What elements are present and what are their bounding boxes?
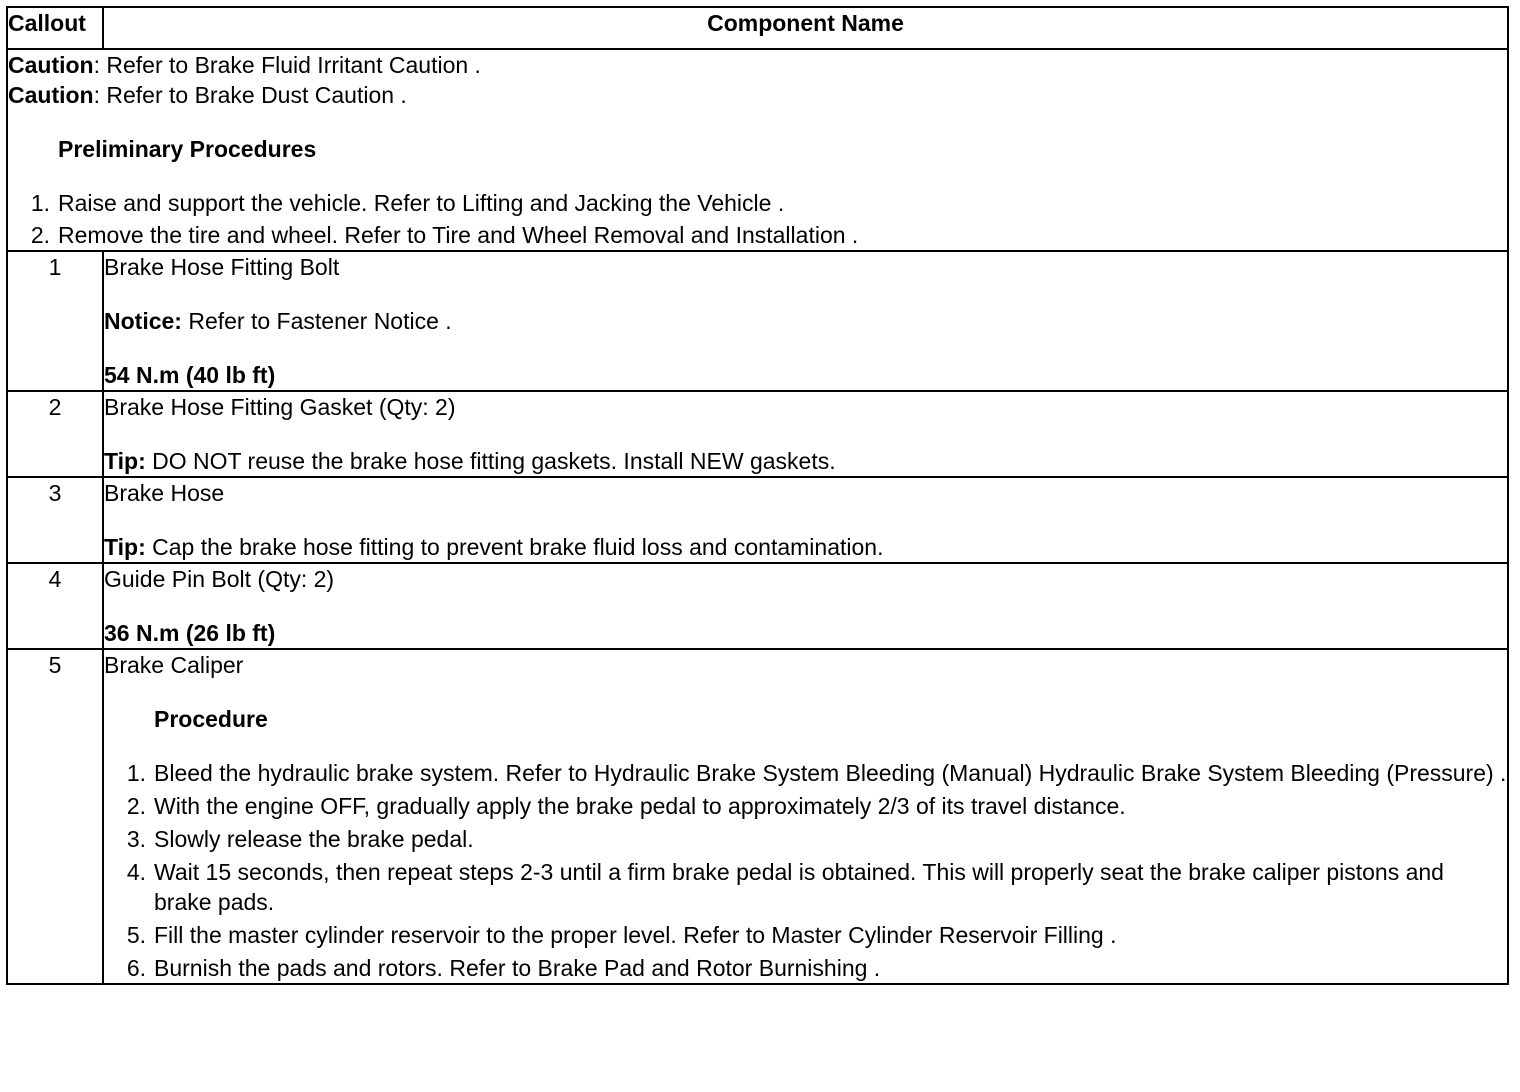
tip-text: Cap the brake hose fitting to prevent brake fluid loss and contamination.: [145, 534, 884, 560]
list-item: [104, 920, 1507, 950]
callout-number: 3: [7, 477, 103, 563]
tip-text: DO NOT reuse the brake hose fitting gaskets. Install NEW gaskets.: [145, 448, 836, 474]
list-item: [104, 758, 1507, 788]
list-item: [104, 791, 1507, 821]
callout-column-header: Callout: [7, 7, 103, 49]
spacer: [104, 282, 1507, 306]
list-item: [8, 188, 1507, 218]
table-row: [7, 477, 1508, 563]
step-text: With the engine OFF, gradually apply the brake pedal to approximately 2/3 of its travel distance.: [154, 793, 1126, 819]
tip-line: [104, 532, 1507, 562]
table-row: [7, 649, 1508, 984]
component-name: Guide Pin Bolt (Qty: 2): [104, 566, 335, 592]
step-number: 2.: [126, 793, 146, 819]
list-item: [104, 857, 1507, 917]
component-name-column-header: Component Name: [103, 7, 1508, 49]
component-name: Brake Caliper: [104, 652, 244, 678]
spacer: [8, 164, 1507, 188]
tip-label: Tip:: [104, 448, 146, 474]
component-name: Brake Hose: [104, 480, 225, 506]
component-name: Brake Hose Fitting Gasket (Qty: 2): [104, 394, 456, 420]
caution-text: : Refer to Brake Dust Caution .: [93, 82, 407, 108]
callout-number: 4: [7, 563, 103, 649]
list-item: [104, 824, 1507, 854]
procedure-heading: Procedure: [154, 706, 268, 732]
step-text: Wait 15 seconds, then repeat steps 2-3 until a firm brake pedal is obtained. This will properly seat the brake caliper pistons and brake pads.: [154, 859, 1444, 915]
callout-number: 1: [7, 251, 103, 391]
step-text: Bleed the hydraulic brake system. Refer to Hydraulic Brake System Bleeding (Manual) Hydraulic Brake System Bleeding (Pressure) .: [154, 760, 1507, 786]
step-text: Remove the tire and wheel. Refer to Tire and Wheel Removal and Installation .: [58, 222, 859, 248]
step-number: 6.: [126, 955, 146, 981]
step-number: 1.: [126, 760, 146, 786]
spacer: [104, 508, 1507, 532]
step-text: Burnish the pads and rotors. Refer to Brake Pad and Rotor Burnishing .: [154, 955, 881, 981]
table-row: [7, 391, 1508, 477]
preliminary-row: [7, 49, 1508, 251]
spacer: [104, 680, 1507, 704]
component-cell: [103, 649, 1508, 984]
spacer: [104, 422, 1507, 446]
caution-label: Caution: [8, 82, 94, 108]
spacer: [104, 336, 1507, 360]
step-text: Slowly release the brake pedal.: [154, 826, 474, 852]
component-name: Brake Hose Fitting Bolt: [104, 254, 340, 280]
procedure-steps: [104, 758, 1507, 983]
step-number: 4.: [126, 859, 146, 885]
spacer: [104, 594, 1507, 618]
list-item: [8, 220, 1507, 250]
callout-number: 5: [7, 649, 103, 984]
component-cell: [103, 391, 1508, 477]
step-number: 3.: [126, 826, 146, 852]
notice-line: [104, 306, 1507, 336]
component-cell: [103, 477, 1508, 563]
preliminary-cell: [7, 49, 1508, 251]
spacer: [8, 110, 1507, 134]
step-text: Raise and support the vehicle. Refer to Lifting and Jacking the Vehicle .: [58, 190, 785, 216]
caution-text: : Refer to Brake Fluid Irritant Caution .: [93, 52, 481, 78]
component-table: [6, 6, 1509, 985]
table-header-row: [7, 7, 1508, 49]
tip-line: [104, 446, 1507, 476]
torque-spec: 36 N.m (26 lb ft): [104, 620, 276, 646]
notice-text: Refer to Fastener Notice .: [181, 308, 452, 334]
preliminary-steps: [8, 188, 1507, 250]
component-cell: [103, 563, 1508, 649]
spacer: [104, 734, 1507, 758]
caution-line: [8, 80, 1507, 110]
notice-label: Notice:: [104, 308, 182, 334]
step-number: 2.: [30, 222, 50, 248]
torque-spec: 54 N.m (40 lb ft): [104, 362, 276, 388]
list-item: [104, 953, 1507, 983]
caution-line: [8, 50, 1507, 80]
component-cell: [103, 251, 1508, 391]
table-row: [7, 563, 1508, 649]
caution-label: Caution: [8, 52, 94, 78]
step-number: 1.: [30, 190, 50, 216]
tip-label: Tip:: [104, 534, 146, 560]
step-text: Fill the master cylinder reservoir to the proper level. Refer to Master Cylinder Reservoir Filling .: [154, 922, 1117, 948]
preliminary-heading: Preliminary Procedures: [58, 136, 317, 162]
table-row: [7, 251, 1508, 391]
step-number: 5.: [126, 922, 146, 948]
callout-number: 2: [7, 391, 103, 477]
